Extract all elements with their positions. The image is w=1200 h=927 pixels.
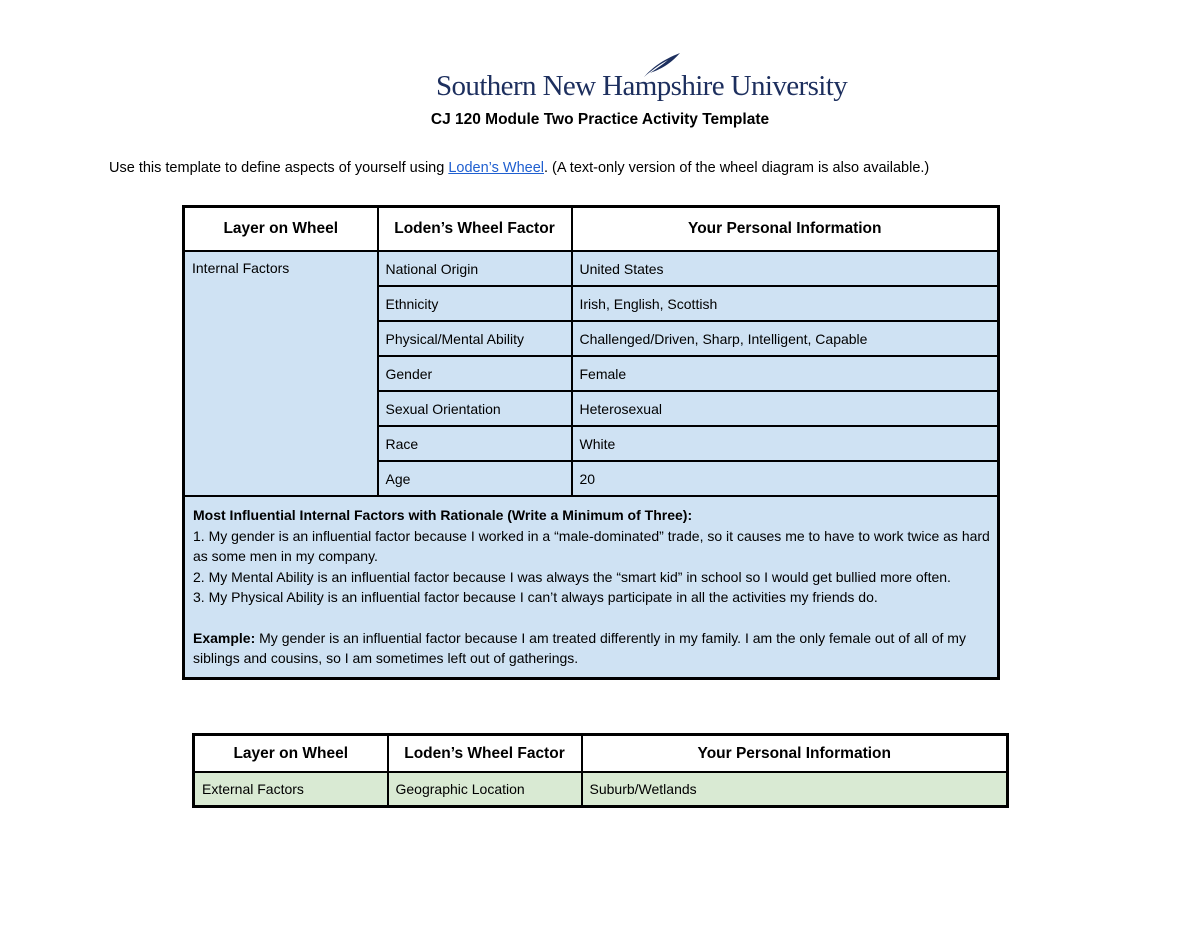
intro-paragraph [109, 160, 929, 176]
rationale-item-1: 1. My gender is an influential factor because I worked in a “male-dominated” trade, so it causes me to have to work twice as hard as some men in my company. [193, 527, 990, 564]
internal-factors-table [182, 205, 1000, 680]
rationale-item-2: 2. My Mental Ability is an influential factor because I was always the “smart kid” in school so I would get bullied more often. [193, 568, 951, 585]
lodens-wheel-link[interactable]: Loden’s Wheel [448, 160, 544, 176]
info-cell[interactable]: White [572, 426, 999, 461]
example-text: My gender is an influential factor because I am treated differently in my family. I am the only female out of all of my siblings and cousins, so I am sometimes left out of gatherings. [193, 629, 966, 666]
col-header-layer: Layer on Wheel [194, 735, 388, 773]
table-row [184, 251, 999, 286]
factor-cell[interactable]: Physical/Mental Ability [378, 321, 572, 356]
table-header-row [194, 735, 1008, 773]
intro-text-after: . (A text-only version of the wheel diagram is also available.) [544, 160, 930, 176]
info-cell[interactable]: United States [572, 251, 999, 286]
layer-cell-external[interactable]: External Factors [194, 772, 388, 807]
document-title: CJ 120 Module Two Practice Activity Template [430, 111, 770, 128]
rationale-item-3: 3. My Physical Ability is an influential factor because I can’t always participate in all the activities my friends do. [193, 589, 878, 605]
rationale-row [184, 496, 999, 678]
col-header-layer: Layer on Wheel [184, 207, 378, 252]
table-header-row [184, 207, 999, 252]
example-label: Example: [193, 629, 256, 646]
info-cell[interactable]: Challenged/Driven, Sharp, Intelligent, Capable [572, 321, 999, 356]
rationale-cell[interactable] [184, 496, 999, 678]
layer-cell-internal[interactable]: Internal Factors [184, 251, 378, 496]
factor-cell[interactable]: National Origin [378, 251, 572, 286]
factor-cell[interactable]: Age [378, 461, 572, 496]
col-header-factor: Loden’s Wheel Factor [388, 735, 582, 773]
col-header-factor: Loden’s Wheel Factor [378, 207, 572, 252]
factor-cell[interactable]: Ethnicity [378, 286, 572, 321]
info-cell[interactable]: Heterosexual [572, 391, 999, 426]
factor-cell[interactable]: Geographic Location [388, 772, 582, 807]
intro-text-before: Use this template to define aspects of yourself using [109, 160, 449, 176]
university-logo [436, 52, 848, 104]
info-cell[interactable]: Suburb/Wetlands [582, 772, 1008, 807]
logo-wordmark: Southern New Hampshire University [436, 70, 848, 102]
col-header-info: Your Personal Information [572, 207, 999, 252]
col-header-info: Your Personal Information [582, 735, 1008, 773]
info-cell[interactable]: Female [572, 356, 999, 391]
factor-cell[interactable]: Gender [378, 356, 572, 391]
rationale-heading: Most Influential Internal Factors with Rationale (Write a Minimum of Three): [193, 507, 693, 523]
example-paragraph [193, 628, 990, 669]
factor-cell[interactable]: Sexual Orientation [378, 391, 572, 426]
external-factors-table [192, 733, 1009, 808]
table-row [194, 772, 1008, 807]
factor-cell[interactable]: Race [378, 426, 572, 461]
info-cell[interactable]: Irish, English, Scottish [572, 286, 999, 321]
info-cell[interactable]: 20 [572, 461, 999, 496]
